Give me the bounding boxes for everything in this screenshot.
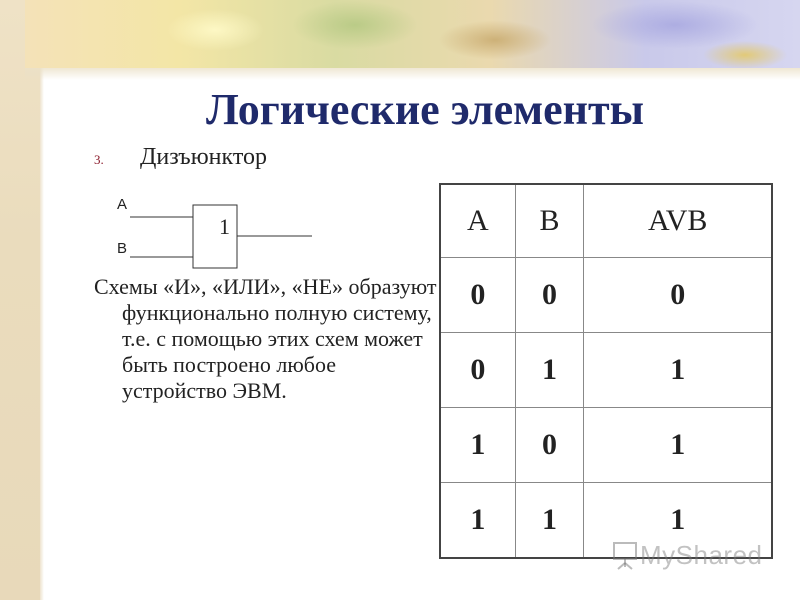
table-cell: 1 — [584, 333, 772, 408]
presentation-board-icon — [614, 543, 636, 569]
table-row — [440, 333, 772, 408]
or-gate-box — [193, 205, 237, 268]
table-row — [440, 408, 772, 483]
table-cell: 1 — [440, 408, 515, 483]
table-cell: 1 — [515, 483, 584, 559]
table-cell: 1 — [584, 408, 772, 483]
table-cell: 0 — [440, 258, 515, 333]
table-cell: 0 — [440, 333, 515, 408]
header-cell-b: B — [515, 184, 584, 258]
body-paragraph: Схемы «И», «ИЛИ», «НЕ» образуют функционально полную систему, т.е. с помощью этих схем может быть построено любое устройство ЭВМ. — [94, 274, 437, 403]
table-cell: 0 — [515, 408, 584, 483]
header-cell-a: A — [440, 184, 515, 258]
input-b-label: В — [117, 240, 128, 257]
slide-title: Логические элементы — [206, 85, 644, 134]
table-cell: 0 — [515, 258, 584, 333]
header-cell-avb: AVB — [584, 184, 772, 258]
table-cell: 0 — [584, 258, 772, 333]
list-item-text: Дизъюнктор — [140, 144, 267, 170]
list-item-number: 3. — [94, 152, 104, 167]
truth-table — [439, 183, 773, 559]
table-header-row — [440, 184, 772, 258]
table-row — [440, 258, 772, 333]
table-cell: 1 — [515, 333, 584, 408]
input-a-label: А — [117, 196, 128, 213]
watermark-text: MyShared — [640, 540, 763, 570]
gate-symbol: 1 — [219, 214, 230, 239]
table-cell: 1 — [440, 483, 515, 559]
table-cell: 1 — [584, 483, 772, 559]
top-decorative-banner — [25, 0, 800, 68]
